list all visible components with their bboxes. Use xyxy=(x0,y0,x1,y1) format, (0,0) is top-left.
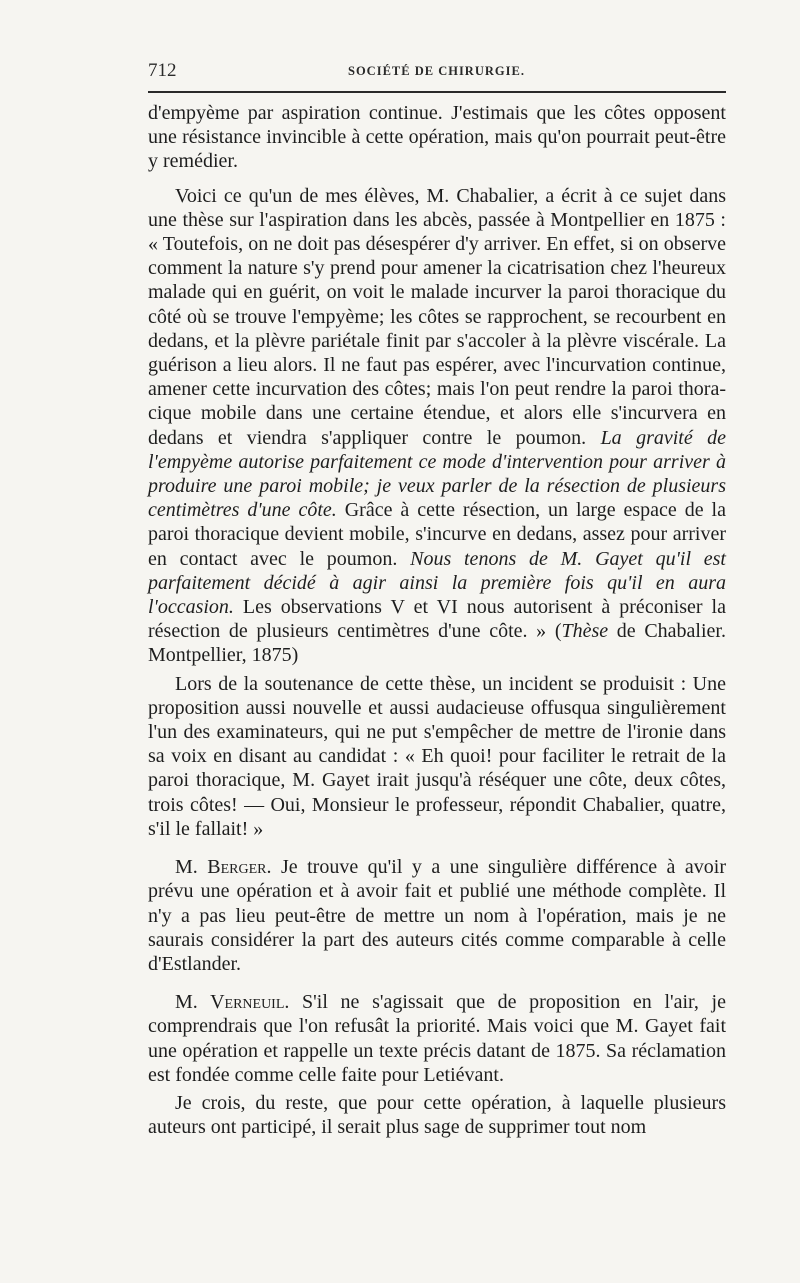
verneuil-remarks: S'il ne s'agissait que de proposition en l'air, je comprendrais que l'on refusât la priorité. Mais voici que M. Gayet fait une opération et rappelle un texte précis datant de 1875. Sa réclamation est fondée comme celle faite pour Letiévant. xyxy=(148,991,726,1086)
paragraph-chabalier-quote xyxy=(148,184,726,668)
quote-text-3: Les observations V et VI nous autorisent à préconiser la résection de plusieurs centimètres d'une côte. » ( xyxy=(148,596,726,643)
speaker-verneuil: M. Verneuil. xyxy=(175,991,290,1014)
speaker-berger: M. Berger. xyxy=(175,856,272,879)
berger-remarks: Je trouve qu'il y a une singulière différence à avoir prévu une opération et à avoir fait et publié une méthode complète. Il n'y a pas lieu peut-être de mettre un nom à l'opération, mais je ne saurais considérer la part des auteurs cités comme comparable à celle d'Estlander. xyxy=(148,856,727,975)
body-text xyxy=(148,101,726,1139)
paragraph-berger xyxy=(148,855,726,976)
quote-text-2: Grâce à cette résection, un large espace de la paroi thoracique devient mobile, s'incurve en dedans, assez pour arriver en contact avec le poumon. xyxy=(148,499,726,570)
quote-text-1: Voici ce qu'un de mes élèves, M. Chabalier, a écrit à ce sujet dans une thèse sur l'aspiration dans les abcès, passée à Montpellier en 1875 : « Toutefois, on ne doit pas désespérer d'y arriver. En effet, si on observe comment la nature s'y prend pour amener la cicatrisation chez l'heureux malade qui en guérit, on voit le malade incurver la paroi thoracique du côté où se trouve l'empyème; les côtes se rapprochent, se recourbent en dedans, et la plèvre pariétale finit par s'accoler à la plèvre viscérale. La guérison a lieu alors. Il ne faut pas espérer, avec l'incurvation continue, amener cette incurvation des côtes; mais l'on peut rendre la paroi thoracique mobile dans une certaine étendue, et alors elle s'incurvera en dedans et viendra s'appliquer contre le poumon. xyxy=(148,184,726,449)
paragraph-closing: Je crois, du reste, que pour cette opération, à laquelle plusieurs auteurs ont participé, il serait plus sage de supprimer tout nom xyxy=(148,1091,726,1139)
paragraph-verneuil xyxy=(148,990,726,1087)
running-head: SOCIÉTÉ DE CHIRURGIE. xyxy=(348,64,525,78)
page-number: 712 xyxy=(148,60,177,81)
paragraph-soutenance: Lors de la soutenance de cette thèse, un incident se produisit : Une proposition aussi nouvelle et aussi audacieuse offusqua singulièrement l'un des examinateurs, qui ne put s'empêcher de mettre de l'ironie dans sa voix en disant au candidat : « Eh quoi! pour faciliter le retrait de la paroi thoracique, M. Gayet irait jusqu'à réséquer une côte, deux côtes, trois côtes! — Oui, Monsieur le professeur, répondit Chabalier, quatre, s'il le fallait! » xyxy=(148,672,726,840)
quote-italic-1: La gravité de l'empyème autorise parfaitement ce mode d'intervention pour arriver à produire une paroi mobile; je veux parler de la résection de plusieurs centimètres d'une côte. xyxy=(148,426,726,522)
page-header xyxy=(148,56,726,86)
quote-citation: de Chabalier. Montpellier, 1875) xyxy=(148,620,726,667)
quote-italic-2: Nous tenons de M. Gayet qu'il est parfaitement décidé à agir ainsi la première fois qu'il en aura l'occasion. xyxy=(148,547,726,619)
thesis-title: Thèse xyxy=(561,620,609,643)
paragraph-continuation: d'empyème par aspiration continue. J'estimais que les côtes opposent une résistance invincible à cette opération, mais qu'on pourrait peut-être y remédier. xyxy=(148,102,726,173)
header-rule xyxy=(148,91,726,93)
